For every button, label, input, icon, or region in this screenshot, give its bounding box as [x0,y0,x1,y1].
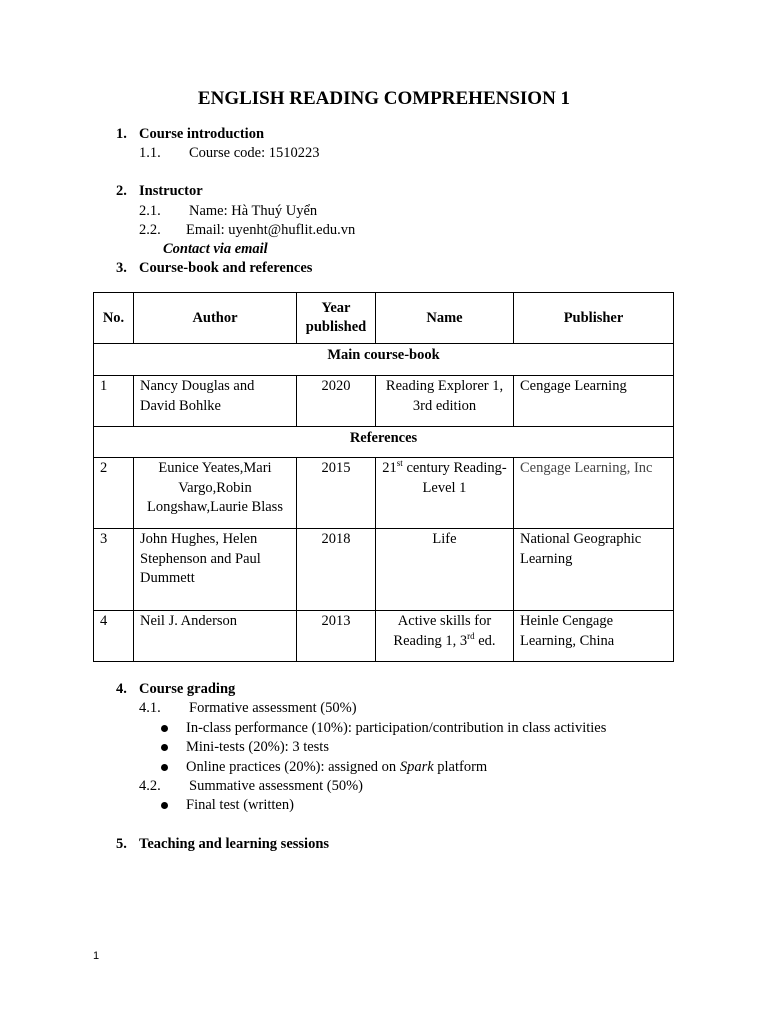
section-1-heading [116,126,264,143]
section-3-number: 3. [116,260,127,276]
item-2-1-text: Name: Hà Thuý Uyển [189,203,318,219]
row-2-author: Eunice Yeates,Mari Vargo,Robin Longshaw,Laurie Blass [134,458,297,529]
row-1-name: Reading Explorer 1, 3rd edition [376,376,514,427]
row-4-name-suffix: ed. [474,632,496,649]
item-4-2-number: 4.2. [139,778,161,794]
section-4-title: Course grading [139,681,236,697]
bullet-item-text-suffix: platform [433,759,488,775]
section-5-heading [116,836,329,853]
bullet-icon [161,802,168,809]
item-4-2-text: Summative assessment (50%) [189,778,363,794]
table-header-row [94,293,674,344]
header-no: No. [94,293,134,344]
bullet-item-text: In-class performance (10%): participation/contribution in class activities [186,720,607,736]
bullet-icon [161,764,168,771]
item-2-1 [139,203,317,220]
item-4-1 [139,700,357,717]
row-1-no: 1 [94,376,134,427]
header-year: Year published [297,293,376,344]
section-2-title: Instructor [139,183,203,199]
contact-note: Contact via email [163,241,268,257]
section-3-heading [116,260,312,277]
section-3-title: Course-book and references [139,260,313,276]
row-1-author: Nancy Douglas and David Bohlke [134,376,297,427]
item-1-1-number: 1.1. [139,145,161,161]
section-1-title: Course introduction [139,126,265,142]
row-2-name-number: 21 [382,460,397,476]
item-1-1-text: Course code: 1510223 [189,145,320,161]
table-section-row-main [94,344,674,376]
row-3-no: 3 [94,529,134,611]
header-author: Author [134,293,297,344]
references-table [93,292,674,662]
row-1-publisher: Cengage Learning [514,376,674,427]
row-3-publisher: National Geographic Learning [514,529,674,611]
bullet-item [161,797,294,814]
spark-platform-name: Spark [399,759,434,775]
item-4-1-text: Formative assessment (50%) [189,700,357,716]
item-4-2 [139,778,363,795]
row-2-name-rest: century Reading- Level 1 [402,460,507,496]
bullet-item [161,739,329,756]
item-1-1 [139,145,319,162]
section-1-number: 1. [116,126,127,142]
row-4-year: 2013 [297,611,376,662]
bullet-item [161,759,487,776]
row-2-no: 2 [94,458,134,529]
section-4-number: 4. [116,681,127,697]
row-4-no: 4 [94,611,134,662]
table-row [94,611,674,662]
row-1-year: 2020 [297,376,376,427]
row-4-name-superscript: rd [467,630,475,641]
section-5-number: 5. [116,836,127,852]
bullet-item-text: Final test (written) [186,797,294,813]
bullet-icon [161,744,168,751]
item-2-2 [139,222,355,239]
row-4-author: Neil J. Anderson [134,611,297,662]
row-3-name: Life [376,529,514,611]
row-2-name [376,458,514,529]
section-5-title: Teaching and learning sessions [139,836,330,852]
row-2-name-superscript: st [396,458,403,469]
header-name: Name [376,293,514,344]
row-4-name [376,611,514,662]
row-4-name-text: Active skills for Reading 1, 3 [393,613,492,649]
bullet-item-text: Online practices (20%): assigned on [186,759,400,775]
section-2-number: 2. [116,183,127,199]
bullet-icon [161,725,168,732]
document-title: ENGLISH READING COMPREHENSION 1 [197,88,571,109]
item-2-1-number: 2.1. [139,203,161,219]
table-row [94,529,674,611]
row-3-year: 2018 [297,529,376,611]
item-2-2-number: 2.2. [139,222,161,238]
table-row [94,376,674,427]
table-row [94,458,674,529]
bullet-item-text: Mini-tests (20%): 3 tests [186,739,329,755]
row-2-year: 2015 [297,458,376,529]
table-section-row-references [94,427,674,458]
section-4-heading [116,681,235,698]
references-label: References [94,427,674,458]
row-4-publisher: Heinle Cengage Learning, China [514,611,674,662]
row-2-publisher: Cengage Learning, Inc [514,458,674,529]
row-3-author: John Hughes, Helen Stephenson and Paul Dummett [134,529,297,611]
page-number: 1 [93,950,100,962]
main-coursebook-label: Main course-book [94,344,674,376]
header-publisher: Publisher [514,293,674,344]
bullet-item [161,720,606,737]
item-2-2-text: Email: uyenht@huflit.edu.vn [186,222,356,238]
section-2-heading [116,183,203,200]
item-4-1-number: 4.1. [139,700,161,716]
